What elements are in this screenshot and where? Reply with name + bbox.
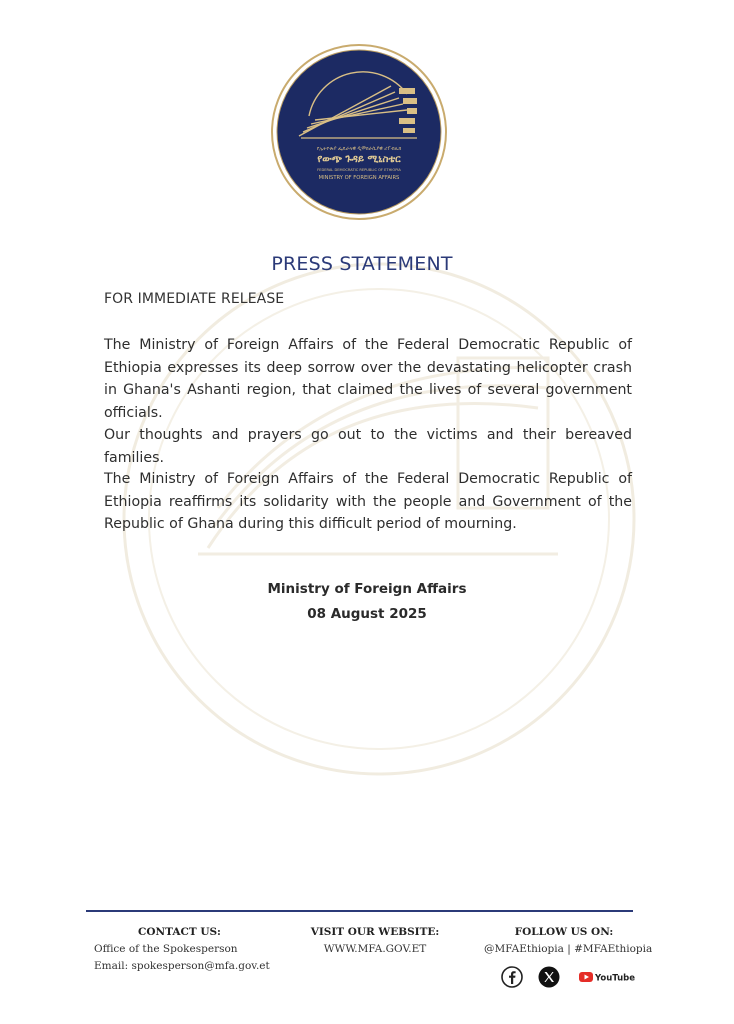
page-title: PRESS STATEMENT: [271, 253, 453, 275]
paragraph-2: Our thoughts and prayers go out to the victims and their bereaved families.: [104, 427, 632, 466]
logo-amharic-line1: የኢትዮጵያ ፌዴራላዊ ዲሞክራሲያዊ ሪፐብሊክ: [316, 146, 402, 152]
logo-amharic-line2: የውጭ ጉዳይ ሚኒስቴር: [317, 154, 401, 165]
ministry-logo: [271, 44, 447, 220]
website-link[interactable]: WWW.MFA.GOV.ET: [323, 943, 427, 955]
logo-english-line2: MINISTRY OF FOREIGN AFFAIRS: [318, 175, 400, 181]
contact-heading: CONTACT US:: [138, 926, 221, 938]
footer-divider: [86, 910, 633, 912]
logo-english-line1: FEDERAL DEMOCRATIC REPUBLIC OF ETHIOPIA: [317, 168, 401, 172]
youtube-label: YouTube: [595, 973, 636, 984]
contact-office: Office of the Spokesperson: [94, 943, 238, 955]
paragraph-1: The Ministry of Foreign Affairs of the Federal Democratic Republic of Ethiopia expresses its deep sorrow over the devastating helicopter crash in Ghana's Ashanti region, that claimed the lives of several government officials.: [104, 337, 632, 421]
x-icon[interactable]: [538, 966, 560, 988]
signoff-date: 08 August 2025: [307, 606, 427, 622]
website-heading: VISIT OUR WEBSITE:: [310, 926, 440, 938]
release-line: FOR IMMEDIATE RELEASE: [104, 291, 285, 307]
signoff-ministry: Ministry of Foreign Affairs: [267, 581, 467, 597]
facebook-icon[interactable]: [501, 966, 523, 988]
social-handles: @MFAEthiopia | #MFAEthiopia: [484, 943, 653, 955]
paragraph-3: The Ministry of Foreign Affairs of the Federal Democratic Republic of Ethiopia reaffirms its solidarity with the people and Government of the Republic of Ghana during this difficult period of mourning.: [104, 471, 632, 532]
contact-email[interactable]: Email: spokesperson@mfa.gov.et: [94, 960, 270, 972]
follow-heading: FOLLOW US ON:: [514, 926, 614, 938]
youtube-icon[interactable]: [578, 966, 636, 988]
